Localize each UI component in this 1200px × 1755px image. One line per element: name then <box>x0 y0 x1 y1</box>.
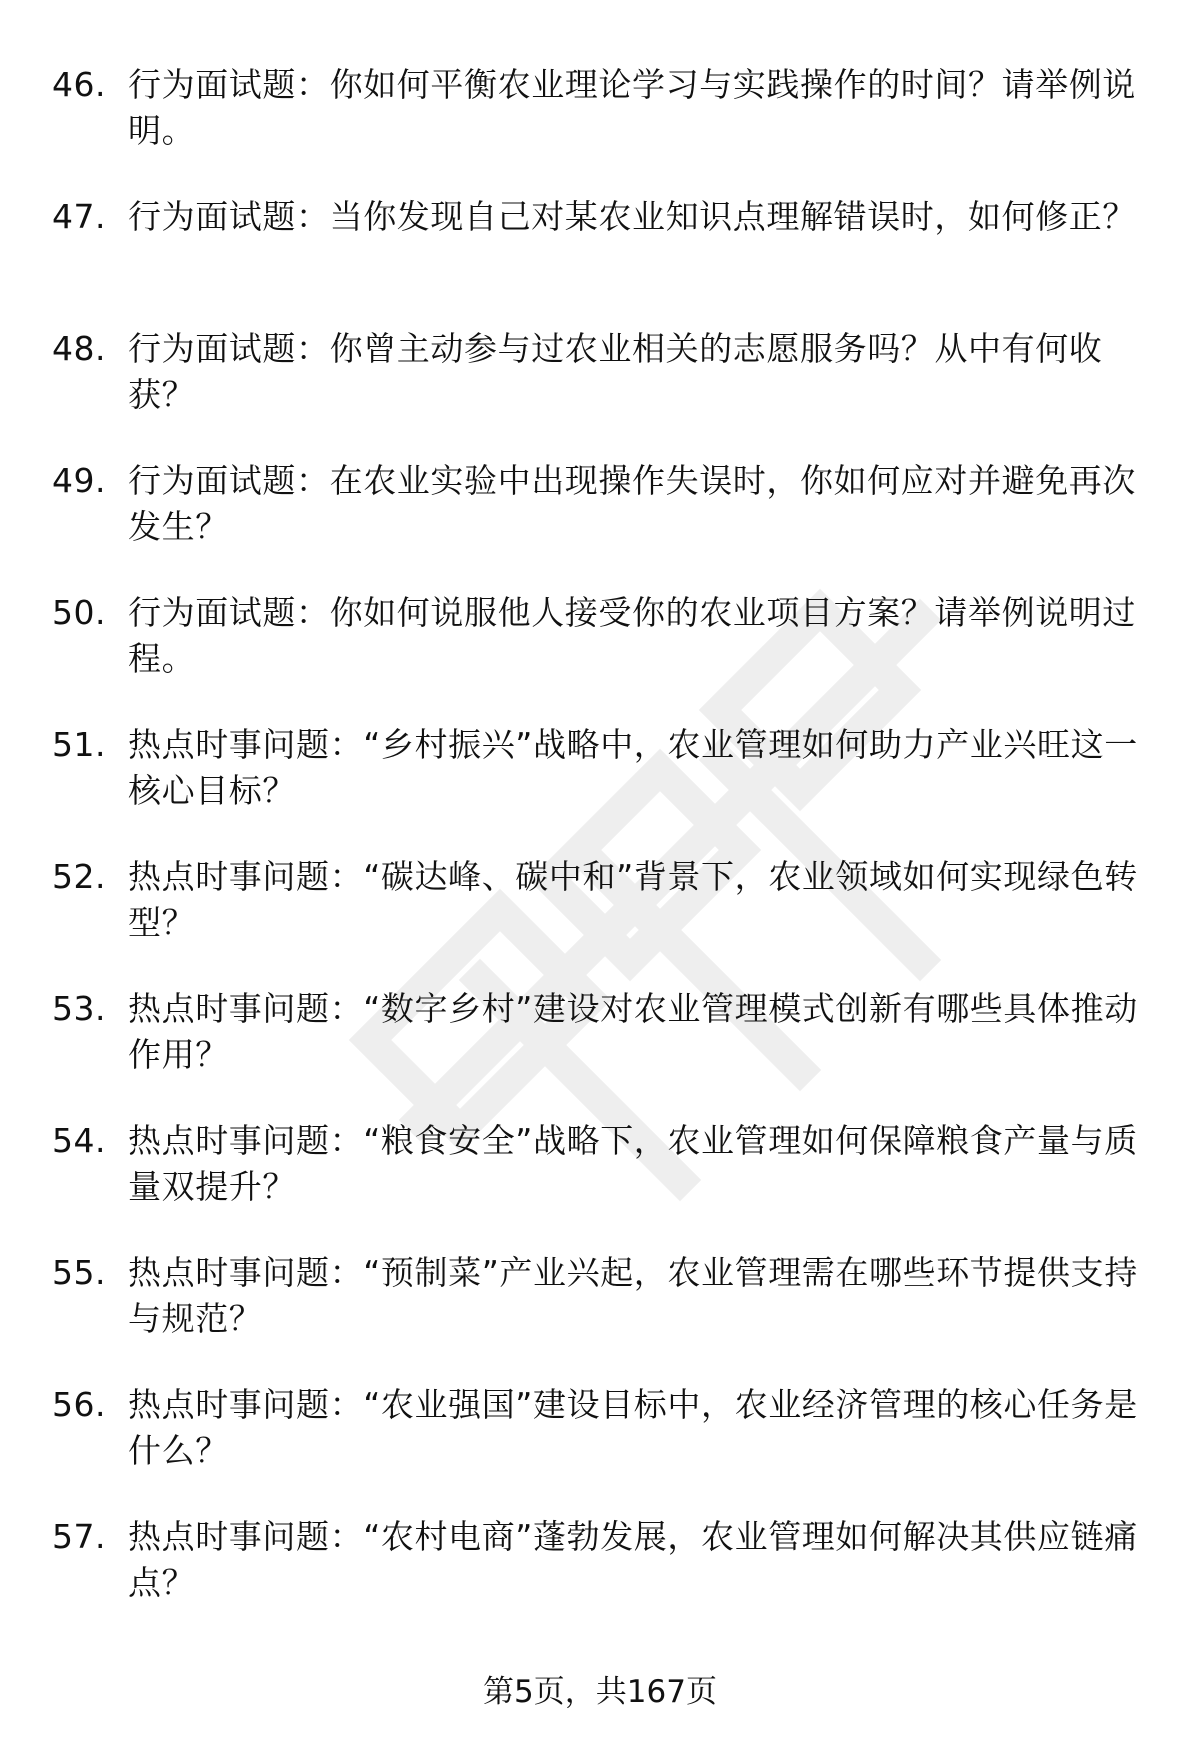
question-number: 54. <box>52 1121 106 1160</box>
question-text: 行为面试题：你如何说服他人接受你的农业项目方案？请举例说明过程。 <box>128 593 1136 678</box>
question-number: 49. <box>52 461 106 500</box>
question-item <box>0 854 1200 986</box>
question-text: 热点时事问题：“农业强国”建设目标中，农业经济管理的核心任务是什么？ <box>128 1385 1138 1470</box>
question-text: 行为面试题：你如何平衡农业理论学习与实践操作的时间？请举例说明。 <box>128 65 1136 150</box>
question-item <box>0 62 1200 194</box>
question-item <box>0 590 1200 722</box>
question-text: 热点时事问题：“农村电商”蓬勃发展，农业管理如何解决其供应链痛点？ <box>128 1517 1138 1602</box>
question-text: 热点时事问题：“粮食安全”战略下，农业管理如何保障粮食产量与质量双提升？ <box>128 1121 1138 1206</box>
question-text: 行为面试题：在农业实验中出现操作失误时，你如何应对并避免再次发生？ <box>128 461 1136 546</box>
question-number: 50. <box>52 593 106 632</box>
question-text: 热点时事问题：“乡村振兴”战略中，农业管理如何助力产业兴旺这一核心目标？ <box>128 725 1138 810</box>
question-number: 55. <box>52 1253 106 1292</box>
question-text: 行为面试题：你曾主动参与过农业相关的志愿服务吗？从中有何收获？ <box>128 329 1103 414</box>
question-text: 行为面试题：当你发现自己对某农业知识点理解错误时，如何修正？ <box>128 197 1136 236</box>
question-number: 47. <box>52 197 106 236</box>
question-item <box>0 722 1200 854</box>
question-text: 热点时事问题：“预制菜”产业兴起，农业管理需在哪些环节提供支持与规范？ <box>128 1253 1138 1338</box>
question-number: 46. <box>52 65 106 104</box>
question-item <box>0 986 1200 1118</box>
question-item <box>0 326 1200 458</box>
question-item <box>0 194 1200 326</box>
question-item <box>0 458 1200 590</box>
question-item <box>0 1514 1200 1646</box>
question-number: 53. <box>52 989 106 1028</box>
question-item <box>0 1118 1200 1250</box>
question-item <box>0 1382 1200 1514</box>
question-number: 57. <box>52 1517 106 1556</box>
question-number: 56. <box>52 1385 106 1424</box>
question-text: 热点时事问题：“碳达峰、碳中和”背景下，农业领域如何实现绿色转型？ <box>128 857 1138 942</box>
question-number: 52. <box>52 857 106 896</box>
question-number: 51. <box>52 725 106 764</box>
question-number: 48. <box>52 329 106 368</box>
question-text: 热点时事问题：“数字乡村”建设对农业管理模式创新有哪些具体推动作用？ <box>128 989 1138 1074</box>
page-footer: 第5页，共167页 <box>483 1674 717 1710</box>
question-item <box>0 1250 1200 1382</box>
